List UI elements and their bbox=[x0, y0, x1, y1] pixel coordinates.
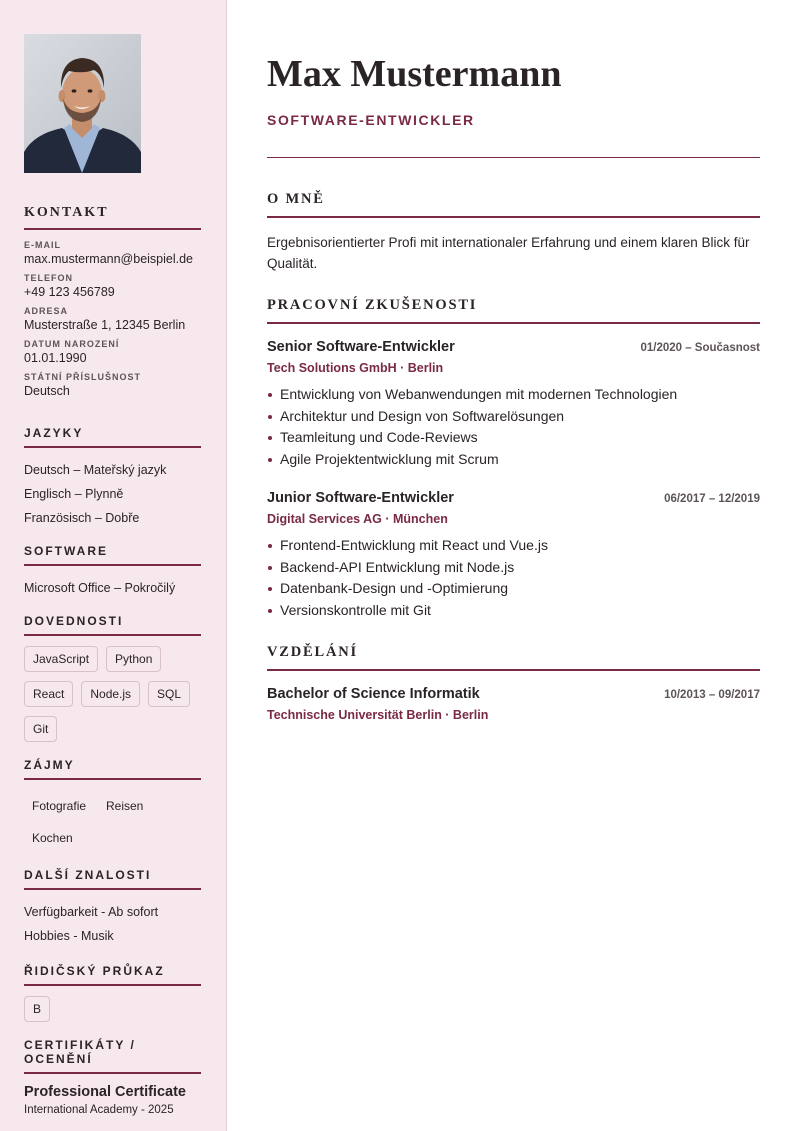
job-bullet: Architektur und Design von Softwarelösungen bbox=[267, 406, 760, 428]
interest-item: Reisen bbox=[106, 799, 144, 813]
contact-label: TELEFON bbox=[24, 273, 73, 283]
job-company: Digital Services AG · München bbox=[267, 512, 448, 526]
software-title: SOFTWARE bbox=[24, 544, 201, 566]
header-divider bbox=[267, 157, 760, 158]
contact-phone bbox=[24, 273, 201, 299]
job-title: Junior Software-Entwickler bbox=[267, 490, 454, 506]
job-bullet: Datenbank-Design und -Optimierung bbox=[267, 578, 760, 600]
person-name: Max Mustermann bbox=[267, 53, 562, 95]
about-text: Ergebnisorientierter Profi mit internationaler Erfahrung und einem klaren Blick für Qualität. bbox=[267, 235, 750, 271]
certificates-title: CERTIFIKÁTY / OCENĚNÍ bbox=[24, 1038, 201, 1074]
interests-title: ZÁJMY bbox=[24, 758, 201, 780]
contact-value: Deutsch bbox=[24, 384, 70, 398]
experience-section bbox=[267, 297, 760, 621]
job-bullet: Versionskontrolle mit Git bbox=[267, 600, 760, 622]
job-bullet: Agile Projektentwicklung mit Scrum bbox=[267, 449, 760, 471]
education-title: VZDĚLÁNÍ bbox=[267, 644, 760, 671]
license-chips bbox=[24, 996, 201, 1022]
contact-value: Musterstraße 1, 12345 Berlin bbox=[24, 318, 186, 332]
certificate-issuer: International Academy - 2025 bbox=[24, 1104, 174, 1116]
job-entry bbox=[267, 490, 760, 621]
contact-label: E-MAIL bbox=[24, 240, 61, 250]
interest-item: Fotografie bbox=[32, 799, 87, 813]
skills-chips bbox=[24, 646, 201, 742]
software-section bbox=[24, 544, 201, 600]
job-bullets bbox=[267, 535, 760, 621]
main-content bbox=[267, 0, 760, 722]
interests-section bbox=[24, 758, 201, 854]
job-bullet: Teamleitung und Code-Reviews bbox=[267, 427, 760, 449]
contact-label: STÁTNÍ PŘÍSLUŠNOST bbox=[24, 372, 142, 382]
skills-section bbox=[24, 614, 201, 742]
sidebar bbox=[0, 0, 227, 1131]
language-item: Deutsch – Mateřský jazyk bbox=[24, 463, 167, 477]
experience-title: PRACOVNÍ ZKUŠENOSTI bbox=[267, 297, 760, 324]
contact-section bbox=[24, 205, 201, 398]
about-section bbox=[267, 191, 760, 274]
certificate-name: Professional Certificate bbox=[24, 1084, 186, 1100]
certificates-section bbox=[24, 1038, 201, 1116]
skills-title: DOVEDNOSTI bbox=[24, 614, 201, 636]
job-date: 06/2017 – 12/2019 bbox=[664, 493, 760, 505]
skill-chip: React bbox=[24, 681, 73, 707]
job-company: Tech Solutions GmbH · Berlin bbox=[267, 361, 444, 375]
skill-chip: Python bbox=[106, 646, 161, 672]
contact-value: max.mustermann@beispiel.de bbox=[24, 252, 194, 266]
job-entry bbox=[267, 339, 760, 470]
other-skills-title: DALŠÍ ZNALOSTI bbox=[24, 868, 201, 890]
contact-title: KONTAKT bbox=[24, 205, 201, 230]
contact-label: DATUM NAROZENÍ bbox=[24, 339, 120, 349]
interests-list bbox=[24, 790, 201, 854]
job-bullet: Backend-API Entwicklung mit Node.js bbox=[267, 557, 760, 579]
contact-email bbox=[24, 240, 201, 266]
education-section bbox=[267, 644, 760, 722]
language-item: Englisch – Plynně bbox=[24, 487, 124, 501]
job-bullet: Frontend-Entwicklung mit React und Vue.js bbox=[267, 535, 760, 557]
skill-chip: Node.js bbox=[81, 681, 140, 707]
skill-chip: Git bbox=[24, 716, 57, 742]
contact-value: +49 123 456789 bbox=[24, 285, 115, 299]
languages-section bbox=[24, 426, 201, 530]
language-item: Französisch – Dobře bbox=[24, 511, 140, 525]
other-skill-item: Hobbies - Musik bbox=[24, 929, 114, 943]
job-title: Senior Software-Entwickler bbox=[267, 339, 455, 355]
job-date: 01/2020 – Současnost bbox=[640, 342, 760, 354]
languages-title: JAZYKY bbox=[24, 426, 201, 448]
skill-chip: JavaScript bbox=[24, 646, 98, 672]
education-entry bbox=[267, 686, 760, 722]
job-bullets bbox=[267, 384, 760, 470]
interest-item: Kochen bbox=[32, 831, 73, 845]
job-bullet: Entwicklung von Webanwendungen mit modernen Technologien bbox=[267, 384, 760, 406]
license-section bbox=[24, 964, 201, 1022]
contact-value: 01.01.1990 bbox=[24, 351, 87, 365]
other-skills-section bbox=[24, 868, 201, 948]
profile-photo bbox=[24, 34, 141, 173]
skill-chip: SQL bbox=[148, 681, 190, 707]
education-institution: Technische Universität Berlin · Berlin bbox=[267, 708, 489, 722]
education-date: 10/2013 – 09/2017 bbox=[664, 689, 760, 701]
contact-address bbox=[24, 306, 201, 332]
contact-birthdate bbox=[24, 339, 201, 365]
license-chip: B bbox=[24, 996, 50, 1022]
contact-nationality bbox=[24, 372, 201, 398]
person-role: SOFTWARE-ENTWICKLER bbox=[267, 112, 475, 128]
contact-label: ADRESA bbox=[24, 306, 69, 316]
degree-title: Bachelor of Science Informatik bbox=[267, 686, 480, 702]
about-title: O MNĚ bbox=[267, 191, 760, 218]
license-title: ŘIDIČSKÝ PRŮKAZ bbox=[24, 964, 201, 986]
other-skill-item: Verfügbarkeit - Ab sofort bbox=[24, 905, 159, 919]
software-item: Microsoft Office – Pokročilý bbox=[24, 581, 176, 595]
